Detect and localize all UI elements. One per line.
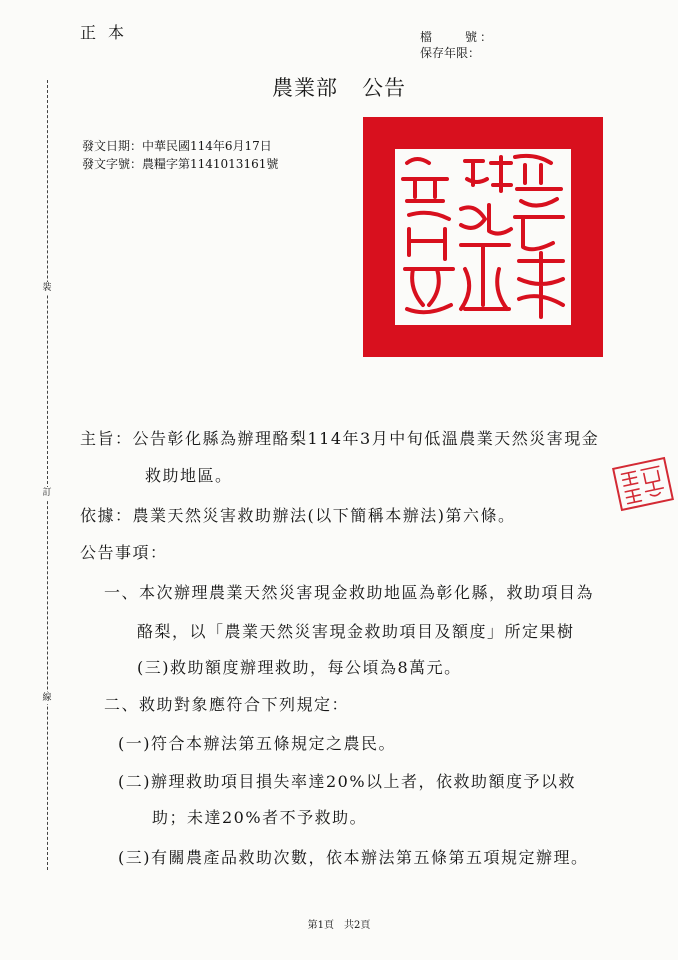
subject-line-1: 主旨：公告彰化縣為辦理酪梨114年3月中旬低溫農業天然災害現金 xyxy=(80,429,600,448)
official-seal-icon xyxy=(363,117,603,357)
items-heading: 公告事項： xyxy=(80,543,168,562)
binding-char-ding: 訂 xyxy=(42,488,52,498)
page-number: 第1頁 共2頁 xyxy=(307,920,371,931)
retention-period-label: 保存年限： xyxy=(420,46,481,60)
item-1-line-2: 酪梨，以「農業天然災害現金救助項目及額度」所定果樹 xyxy=(137,622,575,641)
side-stamp-icon xyxy=(612,457,674,511)
item-2-sub-1: (一)符合本辦法第五條規定之農民。 xyxy=(118,734,396,753)
title-org: 農業部 xyxy=(272,76,338,100)
item-2-sub-2-line-1: (二)辦理救助項目損失率達20%以上者，依救助額度予以救 xyxy=(118,772,577,791)
item-1-line-3: (三)救助額度辦理救助，每公頃為8萬元。 xyxy=(137,658,462,677)
issue-date: 發文日期：中華民國114年6月17日 xyxy=(82,139,272,153)
title-doc-type: 公告 xyxy=(362,76,406,100)
issue-number: 發文字號：農糧字第1141013161號 xyxy=(82,157,279,171)
item-2-sub-3: (三)有關農產品救助次數，依本辦法第五條第五項規定辦理。 xyxy=(118,848,589,867)
binding-char-xian: 線 xyxy=(42,693,52,703)
copy-label: 正本 xyxy=(80,23,137,42)
item-2-heading: 二、救助對象應符合下列規定： xyxy=(104,695,350,714)
item-2-sub-2-line-2: 助；未達20%者不予救助。 xyxy=(152,808,368,827)
subject-line-2: 救助地區。 xyxy=(145,466,233,485)
binding-line xyxy=(47,80,48,870)
file-number-label: 檔 號： xyxy=(420,30,496,44)
document-title xyxy=(0,72,678,102)
binding-char-zhuang: 裝 xyxy=(42,283,52,293)
item-1-line-1: 一、本次辦理農業天然災害現金救助地區為彰化縣，救助項目為 xyxy=(104,583,595,602)
basis-line: 依據：農業天然災害救助辦法(以下簡稱本辦法)第六條。 xyxy=(80,506,516,525)
